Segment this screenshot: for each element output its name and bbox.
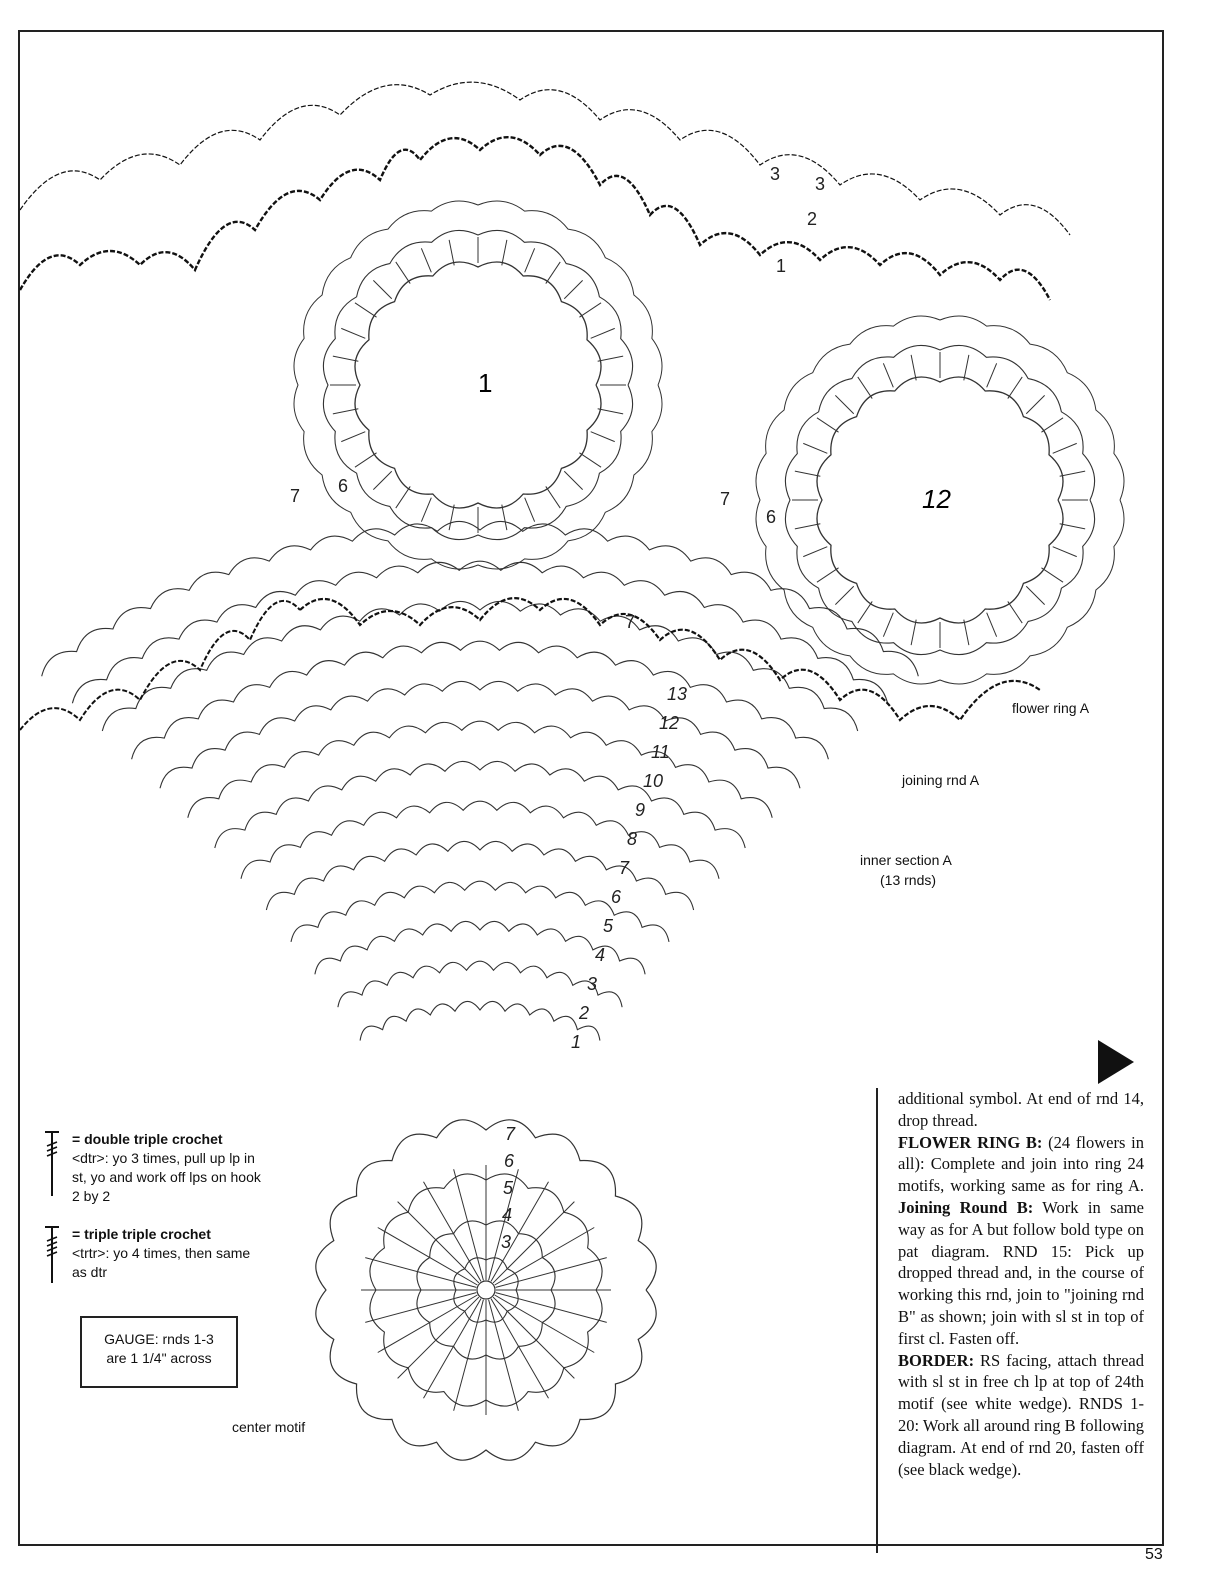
instructions-intro: additional symbol. At end of rnd 14, drop thread. [898,1089,1144,1130]
joining-round-label: joining rnd A [902,772,980,788]
center-stitch [424,1299,482,1399]
flower-1-stitch [564,280,582,298]
center-motif-label: center motif [232,1419,306,1435]
legend-trtr [42,1225,262,1282]
round-number-inner: 7 [619,858,630,878]
dtr-symbol-icon [42,1130,62,1198]
round-number-inner: 2 [579,1003,590,1023]
round-number-inner: 1 [571,1032,582,1052]
flower-12-stitch [795,524,821,529]
center-stitch [365,1258,476,1288]
round-number-inner: 9 [635,800,646,820]
flower-1-stitch [564,471,582,489]
instructions-p1 [898,1088,1144,1132]
flower-12-stitch [911,355,916,381]
flower-12-stitch [987,613,997,637]
instructions-p3 [898,1350,1144,1481]
flower-12-stitch [911,620,916,646]
joining-round-b-heading: Joining Round B: [898,1197,1034,1217]
flower-12-stitch [1053,443,1077,453]
border-heading: BORDER: [898,1350,975,1370]
motif-label-12: 12 [922,484,951,514]
flower-12-stitch [817,568,839,582]
flower-12-stitch [1041,418,1063,432]
flower-1-stitch [355,303,377,317]
joining-mark: 3 [815,174,826,194]
round-number-center: 7 [505,1124,516,1144]
joining-round-b-body: Work in same way as for A but follow bold type on pat diagram. RND 15: Pick up dropped thread and, in the course of working this rnd, join to "joining rnd B" as shown; join with sl st in top of first cl. Fasten off. [898,1197,1145,1348]
flower-12-stitch [835,395,853,413]
inner-round-arc [102,601,857,731]
flower-12-stitch [795,471,821,476]
round-number-inner: 5 [603,916,614,936]
flower-ring-label: flower ring A [1012,700,1090,716]
flower-12-stitch [1026,586,1044,604]
inner-section-label: inner section A [860,852,952,868]
flower-12-stitch [835,586,853,604]
center-stitch [496,1258,607,1288]
flower-1-stitch [525,248,535,272]
center-ring [477,1281,495,1299]
inner-round-arc [215,761,745,848]
flower-12-stitch [1026,395,1044,413]
flower-12-stitch [1008,601,1022,623]
center-stitch [378,1295,478,1353]
page-number: 53 [1145,1546,1163,1563]
inner-round-arc [360,1001,600,1040]
joining-mark: 7 [720,489,731,509]
round-number-inner: 13 [667,684,688,704]
round-number-inner: 11 [651,742,670,762]
center-stitch [365,1293,476,1323]
flower-12-stitch [883,613,893,637]
inner-section-rounds-label: (13 rnds) [880,872,937,888]
flower-ring-b-heading: FLOWER RING B: [898,1132,1043,1152]
flower-1-stitch [373,471,391,489]
flower-1-stitch [373,280,391,298]
legend-dtr [42,1130,262,1206]
flower-1-stitch [421,498,431,522]
flower-1-stitch [502,505,507,531]
flower-1-stitch [396,486,410,508]
flower-1-stitch [421,248,431,272]
joining-mark: 7 [290,486,301,506]
center-stitch [454,1169,484,1280]
center-stitch [424,1182,482,1282]
inner-section-rounds [42,521,919,1040]
joining-mark: 1 [776,256,787,276]
inner-round-arc [266,841,693,910]
flower-1-stitch [598,356,624,361]
round-number-inner: 4 [595,945,606,965]
flower-1-stitch [341,432,365,442]
gauge-line-1: GAUGE: rnds 1-3 [104,1331,214,1347]
flower-1-stitch [396,262,410,284]
round-number-center: 5 [503,1178,514,1198]
flower-12-stitch [858,377,872,399]
joining-mark: 3 [770,164,781,184]
round-number-inner: 3 [587,974,598,994]
round-number-inner: 6 [611,887,622,907]
flower-1-stitch [355,453,377,467]
flower-12-stitch [1060,471,1086,476]
flower-12-stitch [964,355,969,381]
flower-12-stitch [803,547,827,557]
instructions-column [876,1088,1144,1553]
flower-12-stitch [1060,524,1086,529]
joining-mark: 6 [338,476,349,496]
round-number-center: 4 [502,1205,513,1225]
round-numbers [571,684,687,1052]
center-stitch [489,1300,519,1411]
joining-chain [20,137,1050,300]
flower-12-stitch [803,443,827,453]
inner-round-arc [42,521,919,676]
flower-12-stitch [964,620,969,646]
center-stitch [491,1182,549,1282]
center-stitch [493,1297,574,1378]
gauge-box [80,1316,238,1388]
flower-1-stitch [579,453,601,467]
trtr-title: = triple triple crochet [72,1226,211,1242]
dtr-title: = double triple crochet [72,1131,223,1147]
joining-mark: 2 [807,209,818,229]
flower-1-stitch [546,262,560,284]
flower-1-stitch [591,432,615,442]
joining-round-chains [20,82,1070,730]
round-number-center: 3 [501,1232,512,1252]
flower-12-stitch [987,363,997,387]
flower-1-stitch [449,505,454,531]
inner-round-arc [338,961,622,1007]
flower-12-stitch [1053,547,1077,557]
motif-label-1: 1 [478,368,493,398]
joining-chain [20,601,300,730]
flower-12-stitch [817,418,839,432]
round-number-inner: 10 [643,771,664,791]
flower-12-stitch [1041,568,1063,582]
joining-mark: 6 [766,507,777,527]
center-stitch [378,1228,478,1286]
flower-1-stitch [546,486,560,508]
center-stitch [454,1300,484,1411]
flower-1-stitch [502,240,507,266]
flower-1-stitch [579,303,601,317]
trtr-symbol-icon [42,1225,62,1285]
dtr-description: <dtr>: yo 3 times, pull up lp in st, yo and work off lps on hook 2 by 2 [72,1150,261,1204]
center-stitch [495,1295,595,1353]
flower-12-stitch [858,601,872,623]
flower-1-stitch [333,356,359,361]
center-stitch [496,1293,607,1323]
trtr-description: <trtr>: yo 4 times, then same as dtr [72,1245,251,1280]
inner-round-arc [241,801,719,879]
center-stitch [491,1299,549,1399]
flower-1-stitch [598,409,624,414]
flower-12-stitch [883,363,893,387]
flower-ring-b-body: (24 flowers in all): Complete and join into ring 24 motifs, working same as for ring A. [898,1132,1144,1196]
round-number-inner: 12 [659,713,680,733]
flower-1-stitch [525,498,535,522]
flower-12-stitch [1008,377,1022,399]
round-number-center: 6 [504,1151,515,1171]
flower-1-stitch [591,328,615,338]
joining-mark: 7 [625,612,636,632]
flower-1-stitch [341,328,365,338]
center-motif-diagram [316,1120,656,1460]
instructions-p2 [898,1132,1144,1350]
continue-arrow-icon [1098,1040,1134,1084]
center-stitch [398,1202,479,1283]
border-body: RS facing, attach thread with sl st in free ch lp at top of 24th motif (see white wedge). RNDS 1-20: Work all around ring B following diagram. At end of rnd 20, fasten off (see black wedge). [898,1350,1144,1479]
gauge-line-2: are 1 1/4" across [106,1350,212,1366]
flower-1-stitch [333,409,359,414]
flower-1-stitch [449,240,454,266]
center-stitch [398,1297,479,1378]
round-number-inner: 8 [627,829,638,849]
inner-round-arc [132,641,829,759]
